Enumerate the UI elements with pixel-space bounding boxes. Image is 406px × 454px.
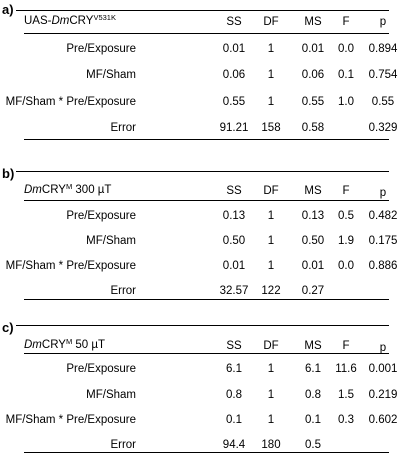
header-p: p	[379, 187, 387, 199]
header-ms: MS	[304, 340, 322, 352]
row-label: Pre/Exposure	[66, 363, 136, 375]
panel-label-a: a)	[2, 2, 14, 17]
header-ss: SS	[226, 16, 242, 28]
header-ss: SS	[226, 340, 242, 352]
row-label: Error	[110, 122, 136, 134]
panel-label-c: c)	[2, 320, 14, 335]
row-label: Pre/Exposure	[66, 210, 136, 222]
table-title-a: UAS-DmCRY$^{V531K}$	[24, 13, 116, 27]
row-label: MF/Sham * Pre/Exposure	[5, 260, 136, 272]
header-ss: SS	[226, 185, 242, 197]
header-ms: MS	[304, 185, 322, 197]
header-df: DF	[263, 16, 279, 28]
header-f: F	[342, 340, 350, 352]
bottom-rule-c	[24, 452, 389, 453]
row-label: MF/Sham * Pre/Exposure	[5, 414, 136, 426]
header-rule-c	[24, 353, 389, 354]
header-ms: MS	[304, 16, 322, 28]
top-rule-c	[16, 325, 389, 326]
header-df: DF	[263, 185, 279, 197]
header-p: p	[379, 342, 387, 354]
row-label: Error	[110, 285, 136, 297]
header-f: F	[342, 16, 350, 28]
header-f: F	[342, 185, 350, 197]
table-title-c: DmCRY$^M$ 50 µT	[24, 337, 106, 351]
anova-panel-c: c) DmCRY$^M$ 50 µT SS DF MS F p Pre/Exposure 6.1 1 6.1 11.6 0.001 MF/Sham 0.8 1 0.8 1.5 0.219 MF/Sham * Pre/Exposure 0.1 1 0.1 0.3 0.602 Error 94.4 180 0.5	[0, 0, 406, 454]
row-label: MF/Sham * Pre/Exposure	[5, 96, 136, 108]
row-label: MF/Sham	[86, 235, 136, 247]
row-label: Error	[110, 439, 136, 451]
row-label: Pre/Exposure	[66, 43, 136, 55]
row-label: MF/Sham	[86, 69, 136, 81]
anova-panel-a: a) UAS-DmCRY$^{V531K}$ SS DF MS F p Pre/Exposure 0.01 1 0.01 0.0 0.894 MF/Sham 0.06 1 0.06 0.1 0.754 MF/Sham * Pre/Exposure 0.55 1 0.55 1.0 0.55 Error 91.21 158 0.58 0.329	[0, 0, 406, 150]
row-label: MF/Sham	[86, 389, 136, 401]
anova-panel-b: b) DmCRY$^M$ 300 µT SS DF MS F p Pre/Exposure 0.13 1 0.13 0.5 0.482 MF/Sham 0.50 1 0.50 1.9 0.175 MF/Sham * Pre/Exposure 0.01 1 0.01 0.0 0.886 Error 32.57 122 0.27	[0, 0, 406, 300]
header-p: p	[379, 16, 387, 28]
header-df: DF	[263, 340, 279, 352]
table-title-b: DmCRY$^M$ 300 µT	[24, 182, 112, 196]
panel-label-b: b)	[2, 166, 15, 181]
